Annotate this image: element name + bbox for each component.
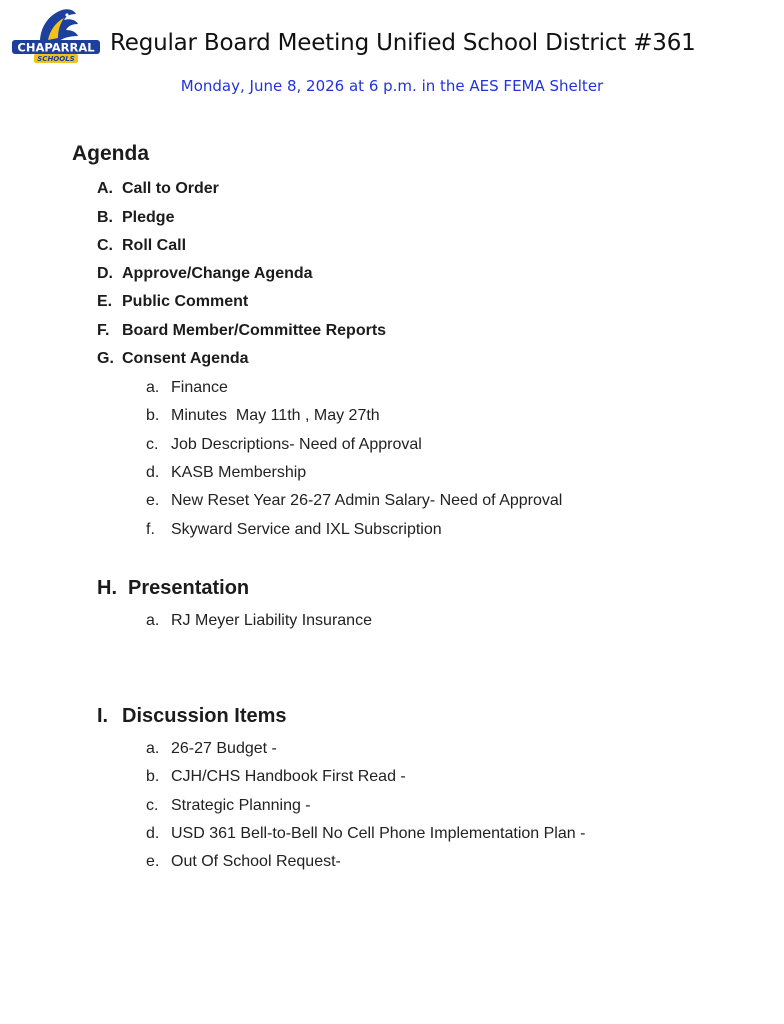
item-label: Minutes May 11th , May 27th bbox=[171, 407, 380, 424]
agenda-item bbox=[97, 350, 249, 368]
item-marker: a. bbox=[146, 740, 160, 757]
item-label: 26-27 Budget - bbox=[171, 740, 277, 757]
section-marker: I. bbox=[97, 705, 109, 727]
item-marker: b. bbox=[146, 407, 160, 424]
section-marker: H. bbox=[97, 577, 117, 599]
item-label: Call to Order bbox=[122, 180, 219, 197]
discussion-item bbox=[146, 853, 341, 871]
page-title: Regular Board Meeting Unified School District #361 bbox=[110, 30, 696, 56]
agenda-item bbox=[97, 180, 219, 198]
item-marker: C. bbox=[97, 237, 113, 254]
item-marker: c. bbox=[146, 797, 159, 814]
agenda-item bbox=[97, 209, 174, 227]
item-label: Out Of School Request- bbox=[171, 853, 341, 870]
discussion-heading bbox=[97, 705, 287, 728]
item-marker: a. bbox=[146, 612, 160, 629]
discussion-item bbox=[146, 740, 277, 758]
agenda-item bbox=[97, 265, 313, 283]
item-marker: a. bbox=[146, 379, 160, 396]
item-label: KASB Membership bbox=[171, 464, 307, 481]
chaparral-schools-logo bbox=[10, 6, 102, 66]
item-label: Pledge bbox=[122, 209, 175, 226]
item-label: New Reset Year 26-27 Admin Salary- Need of Approval bbox=[171, 492, 563, 509]
item-label: RJ Meyer Liability Insurance bbox=[171, 612, 372, 629]
section-title: Discussion Items bbox=[122, 705, 287, 727]
item-marker: d. bbox=[146, 825, 160, 842]
consent-subitem bbox=[146, 407, 380, 425]
item-marker: e. bbox=[146, 492, 160, 509]
discussion-item bbox=[146, 825, 585, 843]
agenda-item bbox=[97, 237, 186, 255]
item-marker: A. bbox=[97, 180, 113, 197]
item-marker: d. bbox=[146, 464, 160, 481]
item-marker: c. bbox=[146, 436, 159, 453]
discussion-item bbox=[146, 768, 406, 786]
item-marker: f. bbox=[146, 521, 155, 538]
item-marker: E. bbox=[97, 293, 113, 310]
item-label: Board Member/Committee Reports bbox=[122, 322, 387, 339]
item-label: Public Comment bbox=[122, 293, 249, 310]
item-label: Finance bbox=[171, 379, 228, 396]
item-label: Job Descriptions- Need of Approval bbox=[171, 436, 422, 453]
svg-text:CHAPARRAL: CHAPARRAL bbox=[17, 40, 95, 55]
item-marker: B. bbox=[97, 209, 113, 226]
item-label: Strategic Planning - bbox=[171, 797, 311, 814]
item-marker: F. bbox=[97, 322, 110, 339]
item-marker: b. bbox=[146, 768, 160, 785]
agenda-heading: Agenda bbox=[72, 142, 150, 165]
consent-subitem bbox=[146, 436, 422, 454]
item-label: USD 361 Bell-to-Bell No Cell Phone Implementation Plan - bbox=[171, 825, 586, 842]
consent-subitem bbox=[146, 464, 306, 482]
consent-subitem bbox=[146, 379, 228, 397]
item-label: Roll Call bbox=[122, 237, 187, 254]
item-marker: e. bbox=[146, 853, 160, 870]
item-label: Skyward Service and IXL Subscription bbox=[171, 521, 442, 538]
svg-text:SCHOOLS: SCHOOLS bbox=[37, 55, 75, 64]
item-label: Approve/Change Agenda bbox=[122, 265, 313, 282]
discussion-item bbox=[146, 797, 311, 815]
agenda-item bbox=[97, 322, 386, 340]
meeting-details: Monday, June 8, 2026 at 6 p.m. in the AES FEMA Shelter bbox=[180, 77, 604, 95]
item-marker: D. bbox=[97, 265, 113, 282]
presentation-heading bbox=[97, 577, 249, 600]
presentation-item bbox=[146, 612, 372, 630]
consent-subitem bbox=[146, 492, 562, 510]
section-title: Presentation bbox=[128, 577, 250, 599]
roadrunner-icon bbox=[40, 9, 78, 42]
item-marker: G. bbox=[97, 350, 114, 367]
item-label: CJH/CHS Handbook First Read - bbox=[171, 768, 406, 785]
agenda-item bbox=[97, 293, 248, 311]
item-label: Consent Agenda bbox=[122, 350, 249, 367]
consent-subitem bbox=[146, 521, 442, 539]
